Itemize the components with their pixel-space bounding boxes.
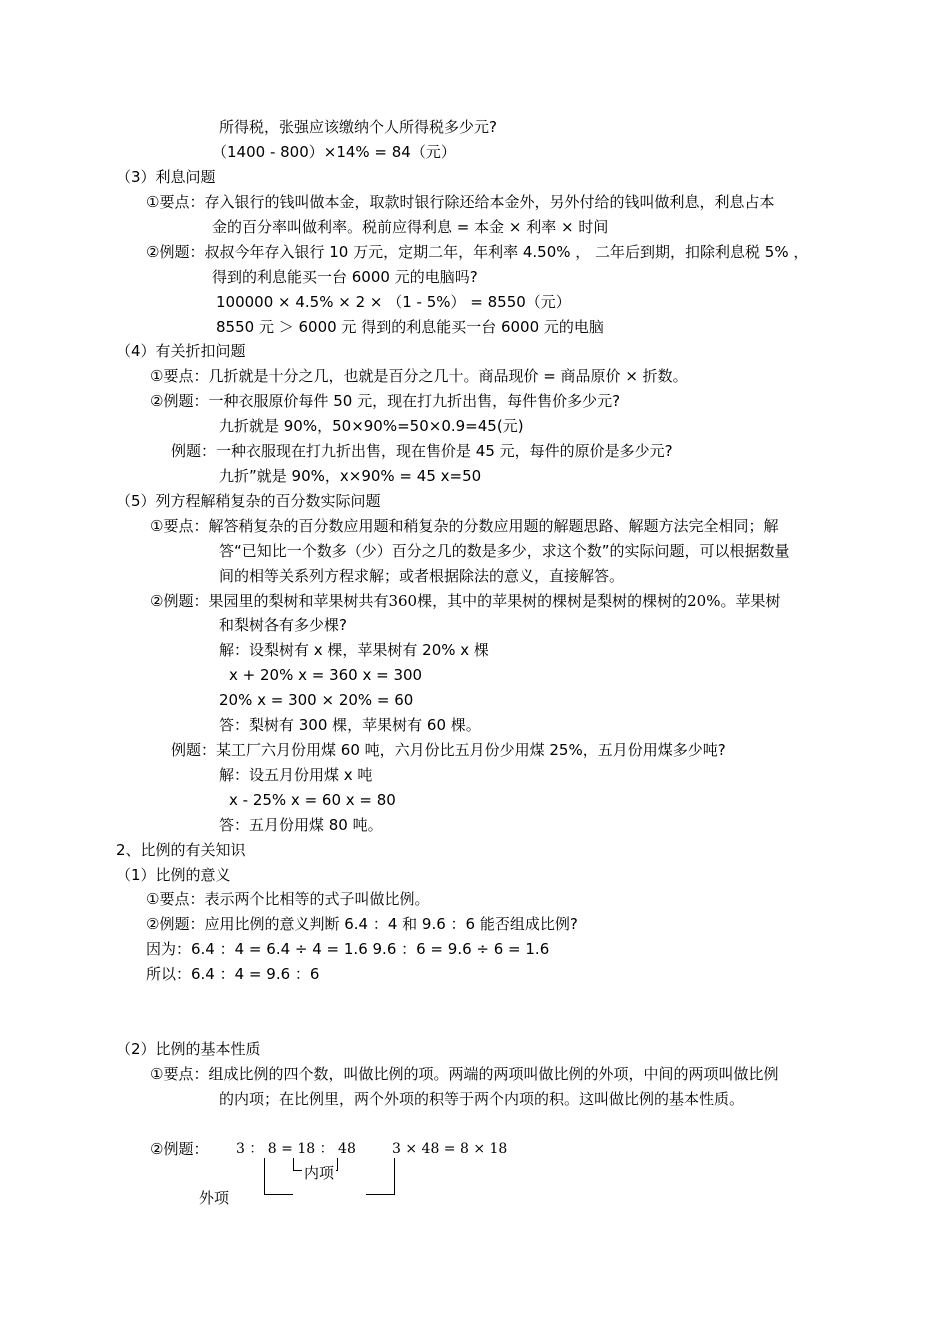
text-line: 解：设五月份用煤 x 吨 [219,766,373,784]
text-run: 。苹果树 [720,592,781,610]
section-heading: （5）列方程解稍复杂的百分数实际问题 [116,492,381,510]
text-line: ②例题：叔叔今年存入银行 10 万元，定期二年，年利率 4.50% ， 二年后到期，扣除利息税 5% ， [146,243,809,261]
number-run: 20% [687,592,721,610]
text-line: 因为：6.4 ：4 = 6.4 ÷ 4 = 1.6 9.6 ：6 = 9.6 ÷ 6 = 1.6 [146,940,550,958]
text-line: 答：五月份用煤 80 吨。 [219,816,383,834]
text-line: 金的百分率叫做利率。税前应得利息 = 本金 × 利率 × 时间 [212,218,609,236]
text-line: 例题：一种衣服现在打九折出售，现在售价是 45 元，每件的原价是多少元? [171,442,673,460]
text-line: （1400 - 800）×14% = 84（元） [212,143,456,161]
text-line: ①要点：组成比例的四个数，叫做比例的项。两端的两项叫做比例的外项，中间的两项叫做比例 [150,1065,779,1083]
proportion-equation: 3 ： 8 = 18 ： 48 [236,1141,356,1157]
section-heading: （1）比例的意义 [116,866,231,884]
chapter-heading: 2、比例的有关知识 [116,841,246,859]
text-line: ①要点：解答稍复杂的百分数应用题和稍复杂的分数应用题的解题思路、解题方法完全相同；解 [150,517,779,535]
text-line: 的内项；在比例里，两个外项的积等于两个内项的积。这叫做比例的基本性质。 [219,1090,745,1108]
text-line: 所得税，张强应该缴纳个人所得税多少元? [219,118,497,136]
outer-terms-label: 外项 [199,1189,230,1207]
text-line: 所以：6.4 ：4 = 9.6 ：6 [146,965,320,983]
text-line: 九折就是 90%，50×90%=50×0.9=45(元) [219,417,524,435]
text-line: 20% x = 300 × 20% = 60 [219,691,414,709]
cross-product: 3 × 48 = 8 × 18 [392,1141,508,1157]
section-heading: （4）有关折扣问题 [116,342,246,360]
text-line: ②例题：应用比例的意义判断 6.4 ：4 和 9.6 ：6 能否组成比例? [146,915,578,933]
text-line: ①要点：存入银行的钱叫做本金，取款时银行除还给本金外，另外付给的钱叫做利息，利息占本 [146,193,775,211]
number-run: 360 [388,592,418,610]
section-heading: （2）比例的基本性质 [116,1040,261,1058]
example-label: ②例题： [150,1140,209,1158]
text-line: 例题：某工厂六月份用煤 60 吨，六月份比五月份少用煤 25%，五月份用煤多少吨? [171,741,726,759]
text-line: ①要点：几折就是十分之几，也就是百分之几十。商品现价 = 商品原价 × 折数。 [150,367,688,385]
text-line: 间的相等关系列方程求解；或者根据除法的意义，直接解答。 [219,567,625,585]
text-run: 棵，其中的苹果树的棵树是梨树的棵树的 [417,592,688,610]
text-line: 100000 × 4.5% × 2 × （1 - 5%） = 8550（元） [216,293,571,311]
text-line: 答“已知比一个数多（少）百分之几的数是多少，求这个数”的实际问题，可以根据数量 [219,542,790,560]
text-run: ②例题：果园里的梨树和苹果树共有 [150,592,389,610]
text-line: x - 25% x = 60 x = 80 [229,791,396,809]
text-line [150,591,780,611]
text-line: 和梨树各有多少棵? [219,616,347,634]
text-line: ①要点：表示两个比相等的式子叫做比例。 [146,890,430,908]
text-line: 解：设梨树有 x 棵，苹果树有 20% x 棵 [219,641,489,659]
text-line: 8550 元 ＞ 6000 元 得到的利息能买一台 6000 元的电脑 [216,318,604,336]
text-line: x + 20% x = 360 x = 300 [229,666,423,684]
text-line: 九折”就是 90%，x×90% = 45 x=50 [219,467,482,485]
outer-bracket-right [366,1158,395,1195]
text-line: 答：梨树有 300 棵，苹果树有 60 棵。 [219,716,481,734]
text-line: ②例题：一种衣服原价每件 50 元，现在打九折出售，每件售价多少元? [150,392,621,410]
inner-terms-label: 内项 [304,1164,335,1182]
outer-bracket-left [264,1158,293,1195]
text-line: 得到的利息能买一台 6000 元的电脑吗? [212,268,478,286]
section-heading: （3）利息问题 [116,168,216,186]
